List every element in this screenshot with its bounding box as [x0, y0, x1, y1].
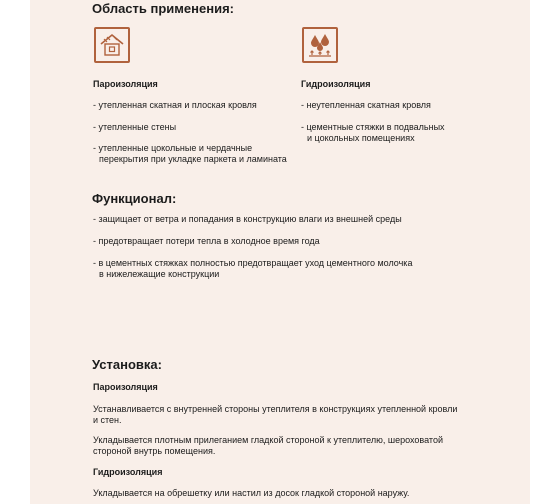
water-drops-icon-graphic: [306, 31, 334, 59]
house-roof-icon: [94, 27, 130, 63]
vapor-barrier-label: Пароизоляция: [93, 79, 158, 89]
install-vapor-label: Пароизоляция: [93, 382, 158, 392]
paragraph-line: Укладывается плотным прилеганием гладкой стороной к утеплителю, шероховатой: [93, 435, 443, 445]
list-item: - утепленная скатная и плоская кровля: [93, 100, 257, 110]
list-item: - неутепленная скатная кровля: [301, 100, 431, 110]
list-item: перекрытия при укладке паркета и ламината: [99, 154, 287, 164]
water-drops-icon: [302, 27, 338, 63]
list-item: и цокольных помещениях: [307, 133, 415, 143]
waterproofing-label: Гидроизоляция: [301, 79, 371, 89]
list-item: - предотвращает потери тепла в холодное время года: [93, 236, 320, 246]
list-item: - цементные стяжки в подвальных: [301, 122, 445, 132]
function-title: Функционал:: [92, 191, 177, 206]
list-item: - утепленные стены: [93, 122, 177, 132]
document-page: [30, 0, 530, 504]
paragraph-line: Устанавливается с внутренней стороны утеплителя в конструкциях утепленной кровли: [93, 404, 458, 414]
install-hydro-label: Гидроизоляция: [93, 467, 163, 477]
list-item: - утепленные цокольные и чердачные: [93, 143, 253, 153]
paragraph-line: и стен.: [93, 415, 122, 425]
list-item: в нижележащие конструкции: [99, 269, 220, 279]
install-title: Установка:: [92, 357, 162, 372]
paragraph-line: стороной внутрь помещения.: [93, 446, 216, 456]
house-roof-icon-graphic: [98, 32, 126, 58]
list-item: - в цементных стяжках полностью предотвращает уход цементного молочка: [93, 258, 413, 268]
list-item: - защищает от ветра и попадания в конструкцию влаги из внешней среды: [93, 214, 402, 224]
paragraph-line: Укладывается на обрешетку или настил из досок гладкой стороной наружу.: [93, 488, 410, 498]
scope-title: Область применения:: [92, 1, 234, 16]
